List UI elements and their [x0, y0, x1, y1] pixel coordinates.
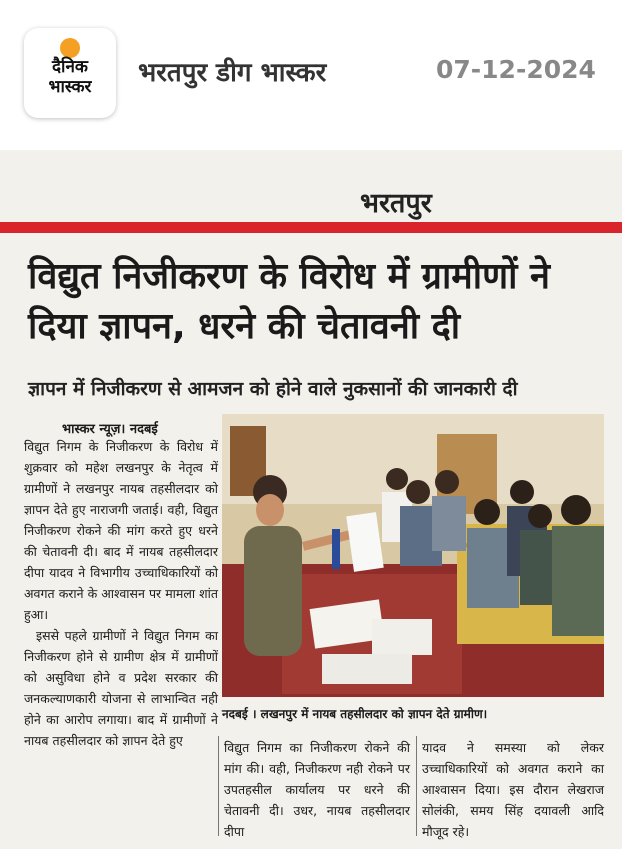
article-column-3: यादव ने समस्या को लेकर उच्चाधिकारियों को अवगत कराने का आश्वासन दिया। इस दौरान लेखराज सोलंकी, समय सिंह दयावली आदि मौजूद रहे। — [422, 740, 604, 839]
column-divider — [416, 736, 417, 836]
article-byline: भास्कर न्यूज़। नदबई — [62, 422, 158, 437]
article-subheadline: ज्ञापन में निजीकरण से आमजन को होने वाले नुकसानों की जानकारी दी — [28, 378, 518, 400]
logo-text-line2: भास्कर — [48, 77, 92, 97]
article-column-1 — [24, 436, 218, 751]
logo-text-line1: दैनिक — [52, 57, 88, 77]
sun-icon — [60, 38, 80, 58]
paragraph-2: इससे पहले ग्रामीणों ने विद्युत निगम का निजीकरण होने से ग्रामीण क्षेत्र में ग्रामीणों को असुविधा होने व प्रदेश सरकार की जनकल्याणकारी योजना से लाभान्वित नही होने का आरोप लगाया। बाद में ग्रामीणों ने नायब तहसीलदार को ज्ञापन देते हुए — [24, 628, 218, 748]
dainik-bhaskar-logo[interactable] — [24, 28, 116, 118]
column-divider — [218, 736, 219, 836]
news-photo — [222, 414, 604, 697]
article-column-2: विद्युत निगम का निजीकरण रोकने की मांग की। वही, निजीकरण नही रोकने पर उपतहसील कार्यालय पर धरने की चेतावनी दी। उधर, नायब तहसीलदार दीपा — [224, 740, 410, 839]
edition-title: भरतपुर डीग भास्कर — [138, 58, 327, 88]
section-rule — [0, 222, 622, 233]
app-header — [0, 0, 622, 150]
edition-date: 07-12-2024 — [436, 55, 596, 84]
photo-caption: नदबई । लखनपुर में नायब तहसीलदार को ज्ञापन देते ग्रामीण। — [222, 707, 488, 721]
section-label: भरतपुर — [360, 188, 432, 219]
article-headline: विद्युत निजीकरण के विरोध में ग्रामीणों ने दिया ज्ञापन, धरने की चेतावनी दी — [28, 256, 550, 347]
photo-illustration — [222, 414, 604, 697]
paragraph-1: विद्युत निगम के निजीकरण के विरोध में शुक्रवार को महेश लखनपुर के नेतृत्व में ग्रामीणों ने लखनपुर नायब तहसीलदार को ज्ञापन देते हुए नाराजगी जताई। वही, विद्युत निजीकरण रोकने की मांग करते हुए धरने की चेतावनी दी। बाद में नायब तहसीलदार दीपा यादव ने विभागीय उच्चाधिकारियों को अवगत कराने के आश्वासन पर मामला शांत हुआ। — [24, 439, 218, 622]
